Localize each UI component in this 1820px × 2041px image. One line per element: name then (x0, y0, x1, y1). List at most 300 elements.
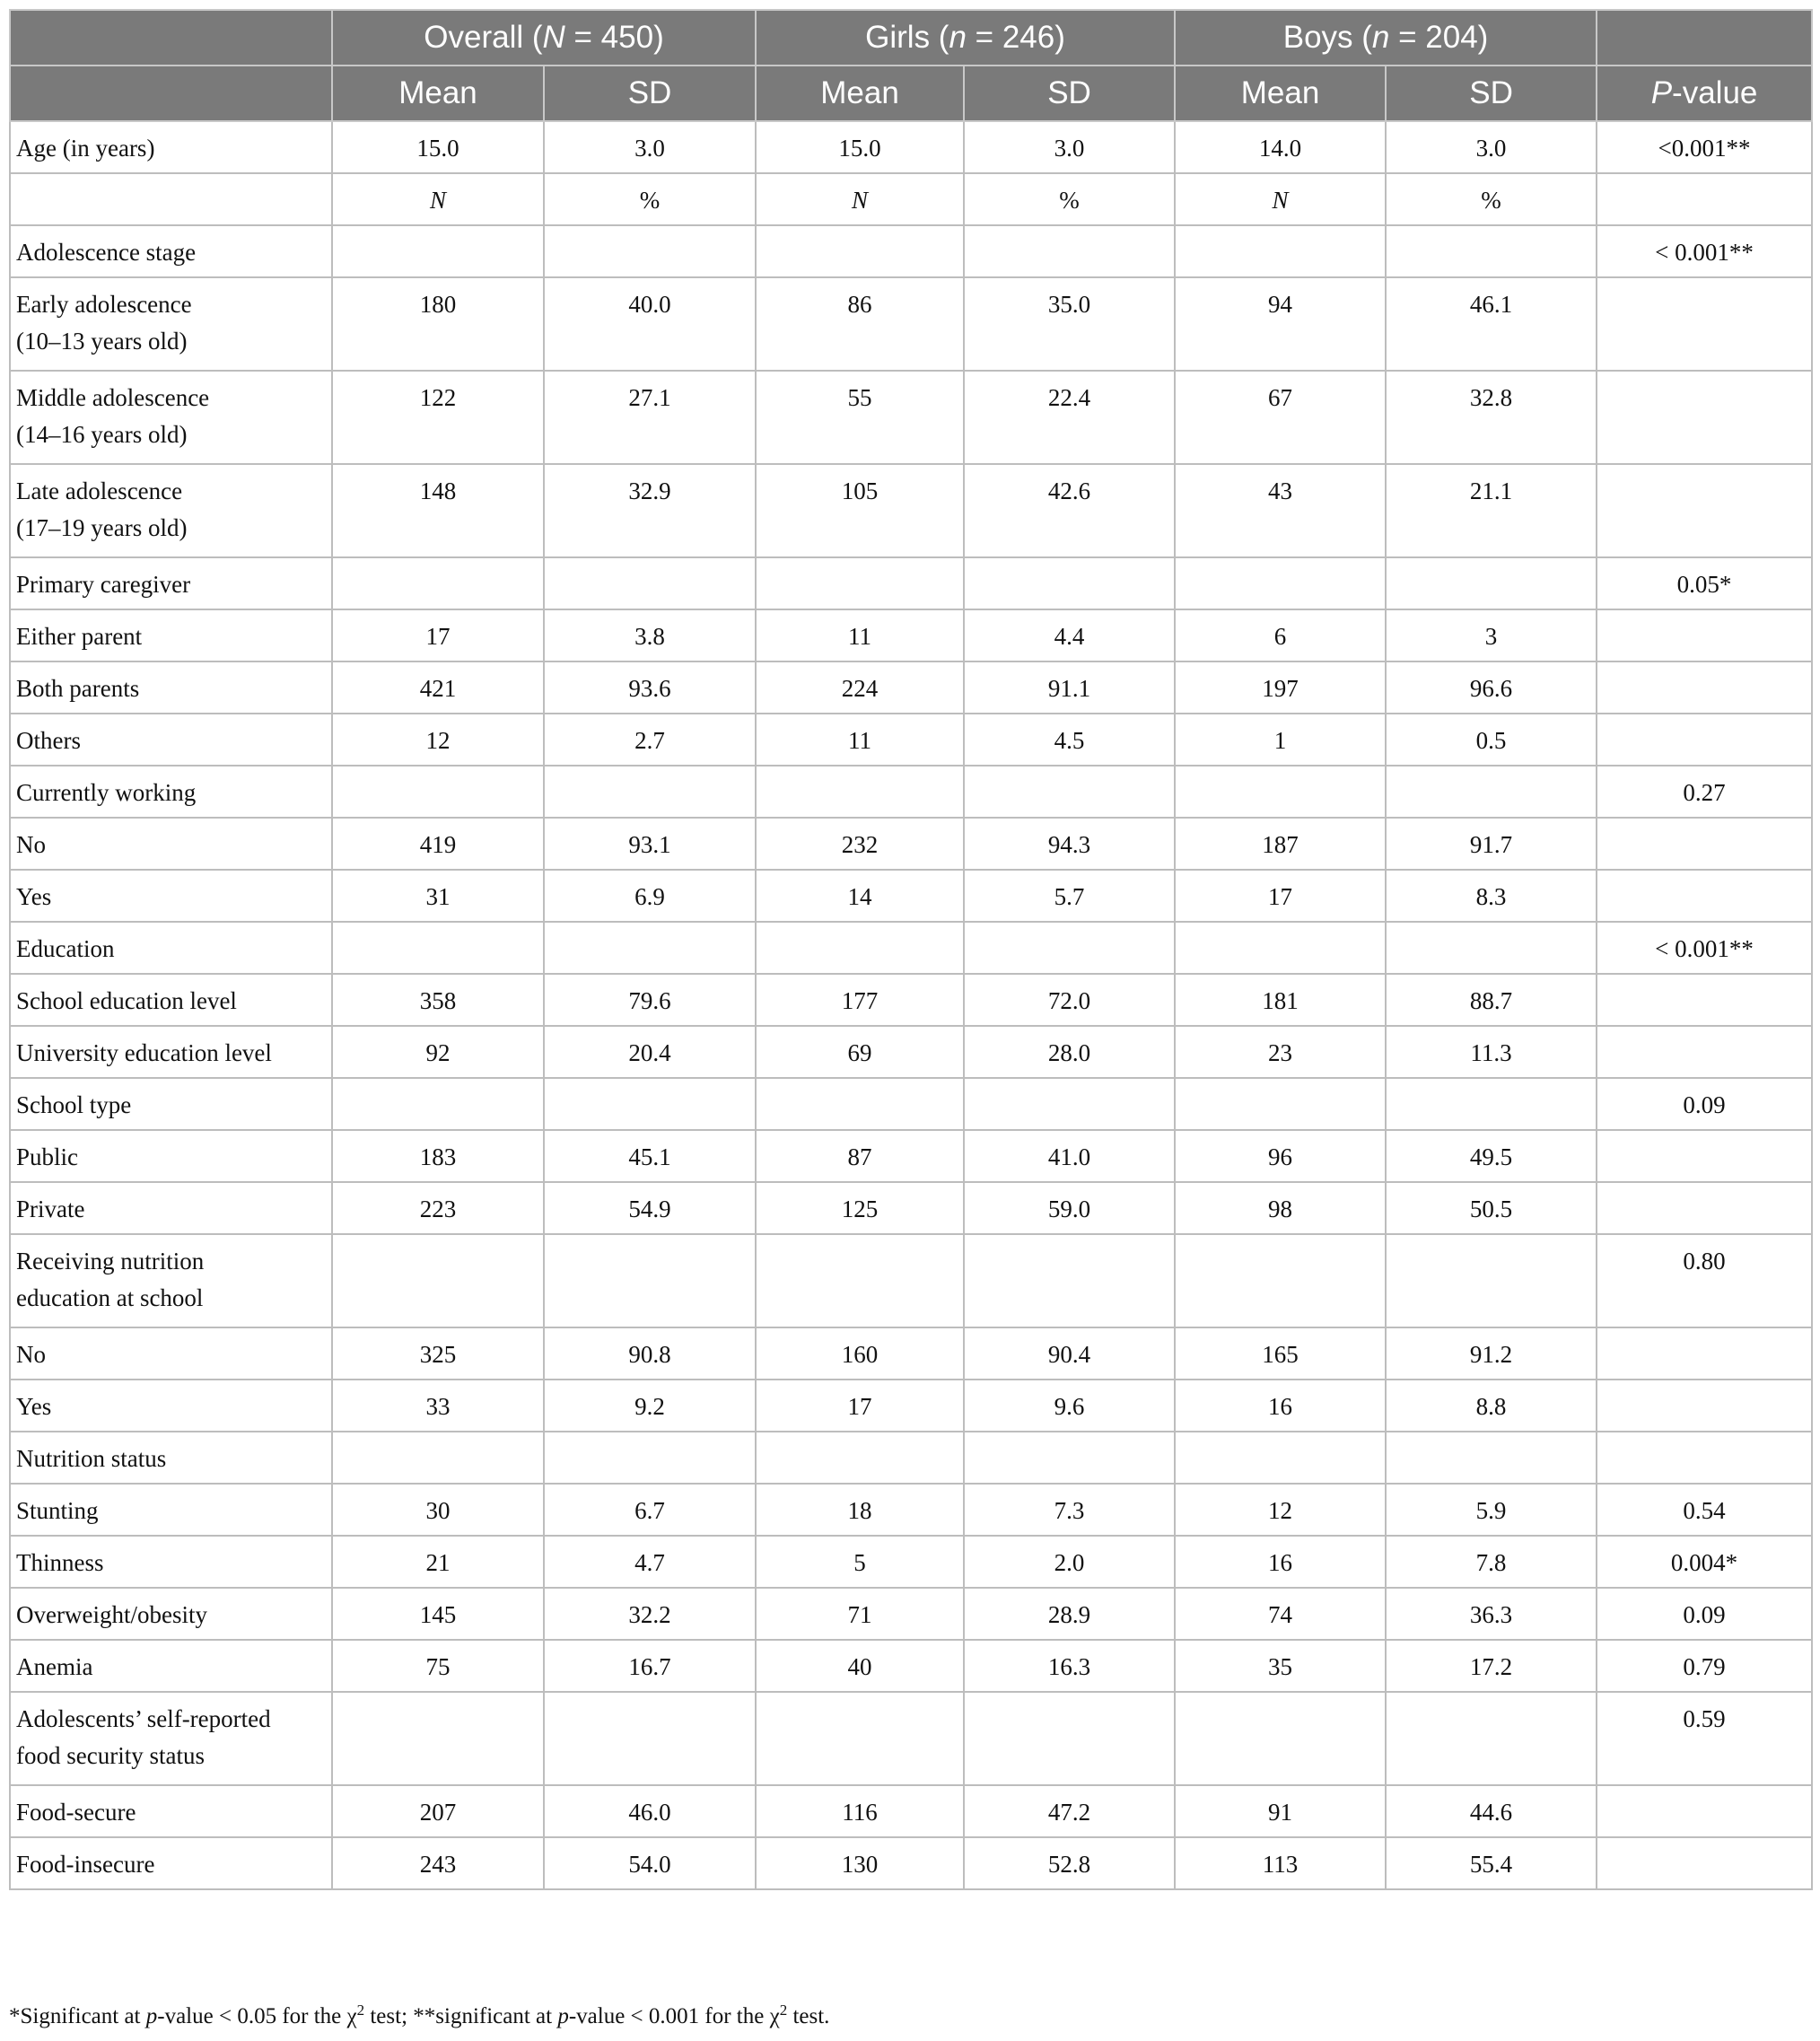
cell-boys-n: 23 (1175, 1026, 1386, 1078)
cell-girls-pct: 94.3 (964, 818, 1175, 870)
header-row-groups (10, 10, 1812, 66)
cell-boys-n: 6 (1175, 609, 1386, 661)
subheader-boys-mean: Mean (1175, 66, 1386, 121)
cell-overall-pct: 3.0 (544, 121, 756, 173)
table-row (10, 609, 1812, 661)
cell-overall-pct (544, 1432, 756, 1484)
cell-boys-pct: 8.8 (1386, 1380, 1597, 1432)
cell-overall-pct: 46.0 (544, 1785, 756, 1837)
header-blank-label (10, 66, 332, 121)
demographics-table (9, 9, 1813, 1890)
row-label-line: No (16, 1341, 46, 1368)
cell-boys-pct: 91.2 (1386, 1327, 1597, 1380)
table-row (10, 818, 1812, 870)
cell-boys-n (1175, 225, 1386, 277)
cell-overall-pct: 93.1 (544, 818, 756, 870)
cell-girls-pct: 41.0 (964, 1130, 1175, 1182)
cell-overall-n (332, 225, 544, 277)
row-label (10, 371, 332, 464)
row-label (10, 1484, 332, 1536)
cell-overall-n: 243 (332, 1837, 544, 1889)
cell-pvalue: < 0.001** (1597, 225, 1812, 277)
row-label (10, 1692, 332, 1785)
cell-pvalue (1597, 1785, 1812, 1837)
cell-boys-pct: 96.6 (1386, 661, 1597, 714)
cell-pvalue (1597, 870, 1812, 922)
cell-overall-n (332, 766, 544, 818)
cell-girls-n (756, 1432, 964, 1484)
cell-overall-pct: 45.1 (544, 1130, 756, 1182)
cell-girls-pct: 4.5 (964, 714, 1175, 766)
cell-overall-pct: 16.7 (544, 1640, 756, 1692)
row-label-line: Thinness (16, 1549, 104, 1576)
cell-overall-pct: 90.8 (544, 1327, 756, 1380)
cell-overall-n: N (332, 173, 544, 225)
table-row (10, 1785, 1812, 1837)
cell-overall-n: 12 (332, 714, 544, 766)
table-row (10, 1692, 1812, 1785)
cell-overall-pct (544, 1078, 756, 1130)
cell-girls-pct: 16.3 (964, 1640, 1175, 1692)
cell-pvalue: 0.05* (1597, 557, 1812, 609)
group-suffix: = 450) (564, 20, 664, 55)
cell-pvalue (1597, 1837, 1812, 1889)
cell-boys-n: 165 (1175, 1327, 1386, 1380)
cell-overall-pct: 27.1 (544, 371, 756, 464)
table-row (10, 371, 1812, 464)
table-row (10, 1026, 1812, 1078)
cell-pvalue (1597, 371, 1812, 464)
table-header (10, 10, 1812, 121)
cell-boys-pct: 11.3 (1386, 1026, 1597, 1078)
cell-girls-n (756, 922, 964, 974)
row-label (10, 766, 332, 818)
row-label-line: Public (16, 1143, 79, 1170)
cell-boys-n: 197 (1175, 661, 1386, 714)
row-label (10, 1182, 332, 1234)
row-label (10, 1130, 332, 1182)
cell-overall-pct (544, 225, 756, 277)
cell-overall-n (332, 922, 544, 974)
cell-overall-n: 183 (332, 1130, 544, 1182)
row-label (10, 1588, 332, 1640)
cell-girls-pct: 7.3 (964, 1484, 1175, 1536)
cell-girls-pct: 28.0 (964, 1026, 1175, 1078)
row-label-line: Either parent (16, 623, 143, 650)
cell-overall-n: 358 (332, 974, 544, 1026)
cell-overall-pct: 6.7 (544, 1484, 756, 1536)
cell-boys-pct (1386, 1692, 1597, 1785)
row-label (10, 121, 332, 173)
cell-boys-pct: 49.5 (1386, 1130, 1597, 1182)
cell-pvalue (1597, 464, 1812, 557)
header-group-overall (332, 10, 756, 66)
cell-girls-pct: % (964, 173, 1175, 225)
cell-boys-pct: 7.8 (1386, 1536, 1597, 1588)
subheader-pvalue (1597, 66, 1812, 121)
cell-girls-pct (964, 1432, 1175, 1484)
row-label (10, 974, 332, 1026)
row-label (10, 1432, 332, 1484)
cell-girls-pct (964, 225, 1175, 277)
cell-boys-n: 35 (1175, 1640, 1386, 1692)
group-prefix: Girls ( (865, 20, 949, 55)
table-row (10, 1327, 1812, 1380)
cell-girls-n: 125 (756, 1182, 964, 1234)
cell-girls-n (756, 225, 964, 277)
table-row (10, 557, 1812, 609)
header-row-subheaders (10, 66, 1812, 121)
row-label (10, 609, 332, 661)
cell-girls-pct (964, 922, 1175, 974)
cell-boys-n: 17 (1175, 870, 1386, 922)
footnote-part: test. (787, 2004, 830, 2028)
table-row (10, 870, 1812, 922)
row-label (10, 557, 332, 609)
cell-overall-pct (544, 557, 756, 609)
cell-girls-n: 105 (756, 464, 964, 557)
cell-boys-n: 98 (1175, 1182, 1386, 1234)
cell-girls-n: N (756, 173, 964, 225)
cell-girls-n: 15.0 (756, 121, 964, 173)
footnote-part: -value < 0.05 for the χ (157, 2004, 357, 2028)
cell-girls-pct: 35.0 (964, 277, 1175, 371)
table-row (10, 1380, 1812, 1432)
cell-girls-n (756, 766, 964, 818)
subheader-girls-sd: SD (964, 66, 1175, 121)
cell-overall-n (332, 1692, 544, 1785)
cell-pvalue: 0.59 (1597, 1692, 1812, 1785)
row-label-line: Others (16, 727, 81, 754)
cell-boys-pct (1386, 557, 1597, 609)
cell-girls-pct: 22.4 (964, 371, 1175, 464)
header-blank-pvalue-top (1597, 10, 1812, 66)
cell-girls-n: 14 (756, 870, 964, 922)
cell-girls-n: 18 (756, 1484, 964, 1536)
cell-girls-n: 40 (756, 1640, 964, 1692)
row-label-line: Education (16, 935, 115, 962)
table-row (10, 974, 1812, 1026)
cell-overall-pct: 2.7 (544, 714, 756, 766)
cell-girls-pct: 91.1 (964, 661, 1175, 714)
cell-boys-n: 181 (1175, 974, 1386, 1026)
cell-overall-n: 33 (332, 1380, 544, 1432)
cell-boys-pct: 55.4 (1386, 1837, 1597, 1889)
cell-girls-n: 71 (756, 1588, 964, 1640)
cell-boys-pct: 46.1 (1386, 277, 1597, 371)
cell-overall-pct: 93.6 (544, 661, 756, 714)
cell-girls-n: 11 (756, 714, 964, 766)
row-label-line: University education level (16, 1039, 272, 1066)
row-label (10, 922, 332, 974)
subheader-girls-mean: Mean (756, 66, 964, 121)
row-label-line: Age (in years) (16, 135, 155, 162)
cell-girls-pct: 52.8 (964, 1837, 1175, 1889)
row-label (10, 1837, 332, 1889)
footnote-part: 2 (779, 2002, 788, 2019)
table-row (10, 464, 1812, 557)
table-row (10, 1234, 1812, 1327)
header-blank-corner (10, 10, 332, 66)
cell-pvalue: <0.001** (1597, 121, 1812, 173)
table-body (10, 121, 1812, 1889)
table-row (10, 1432, 1812, 1484)
cell-girls-pct: 9.6 (964, 1380, 1175, 1432)
cell-boys-pct: 8.3 (1386, 870, 1597, 922)
cell-girls-n: 69 (756, 1026, 964, 1078)
cell-girls-pct: 42.6 (964, 464, 1175, 557)
table-row (10, 121, 1812, 173)
cell-pvalue: 0.09 (1597, 1078, 1812, 1130)
demographics-table-container (9, 9, 1811, 1890)
cell-overall-pct: 54.9 (544, 1182, 756, 1234)
cell-boys-n: 94 (1175, 277, 1386, 371)
row-label-line: Anemia (16, 1653, 93, 1680)
footnote-part: *Significant at (9, 2004, 146, 2028)
row-label-line: Currently working (16, 779, 197, 806)
row-label-line: Adolescence stage (16, 239, 197, 266)
cell-pvalue (1597, 1182, 1812, 1234)
cell-overall-pct: 54.0 (544, 1837, 756, 1889)
row-label-line: Early adolescence (16, 291, 192, 318)
cell-boys-pct (1386, 1078, 1597, 1130)
cell-girls-n: 177 (756, 974, 964, 1026)
cell-pvalue (1597, 1432, 1812, 1484)
cell-girls-n: 130 (756, 1837, 964, 1889)
table-row (10, 1837, 1812, 1889)
cell-overall-pct: 9.2 (544, 1380, 756, 1432)
cell-overall-n: 15.0 (332, 121, 544, 173)
cell-overall-pct: 40.0 (544, 277, 756, 371)
cell-pvalue (1597, 818, 1812, 870)
cell-overall-n: 207 (332, 1785, 544, 1837)
cell-overall-n: 30 (332, 1484, 544, 1536)
row-label (10, 1380, 332, 1432)
cell-girls-n: 116 (756, 1785, 964, 1837)
row-label-line: School education level (16, 987, 237, 1014)
cell-boys-n: 43 (1175, 464, 1386, 557)
cell-boys-pct: % (1386, 173, 1597, 225)
group-suffix: = 246) (966, 20, 1065, 55)
cell-girls-pct: 59.0 (964, 1182, 1175, 1234)
group-var: n (949, 20, 967, 55)
row-label-line: Primary caregiver (16, 571, 191, 598)
cell-overall-pct (544, 1692, 756, 1785)
cell-girls-n (756, 1692, 964, 1785)
cell-overall-pct: 3.8 (544, 609, 756, 661)
cell-pvalue: 0.004* (1597, 1536, 1812, 1588)
row-label-line: No (16, 831, 46, 858)
cell-boys-pct: 17.2 (1386, 1640, 1597, 1692)
cell-girls-pct: 4.4 (964, 609, 1175, 661)
cell-overall-pct: 4.7 (544, 1536, 756, 1588)
cell-pvalue: 0.79 (1597, 1640, 1812, 1692)
row-label (10, 1078, 332, 1130)
cell-boys-n: 1 (1175, 714, 1386, 766)
cell-overall-n: 145 (332, 1588, 544, 1640)
cell-pvalue (1597, 714, 1812, 766)
cell-overall-n: 75 (332, 1640, 544, 1692)
group-prefix: Boys ( (1282, 20, 1372, 55)
cell-boys-n: 67 (1175, 371, 1386, 464)
table-row (10, 1536, 1812, 1588)
cell-boys-n: 113 (1175, 1837, 1386, 1889)
cell-pvalue: 0.80 (1597, 1234, 1812, 1327)
row-label-line: Food-insecure (16, 1851, 155, 1878)
cell-girls-pct (964, 1234, 1175, 1327)
cell-overall-pct (544, 1234, 756, 1327)
table-row (10, 1588, 1812, 1640)
row-label-line: education at school (16, 1284, 204, 1311)
cell-girls-n: 224 (756, 661, 964, 714)
cell-girls-pct: 72.0 (964, 974, 1175, 1026)
cell-boys-pct: 50.5 (1386, 1182, 1597, 1234)
footnote-part: -value < 0.001 for the χ (568, 2004, 780, 2028)
row-label-line: Receiving nutrition (16, 1248, 205, 1275)
cell-pvalue (1597, 661, 1812, 714)
row-label-line: (17–19 years old) (16, 514, 188, 541)
cell-pvalue (1597, 1380, 1812, 1432)
cell-overall-n: 148 (332, 464, 544, 557)
cell-overall-n: 419 (332, 818, 544, 870)
row-label-line: Yes (16, 883, 52, 910)
cell-girls-n: 11 (756, 609, 964, 661)
cell-overall-n: 325 (332, 1327, 544, 1380)
header-group-boys (1175, 10, 1597, 66)
cell-pvalue (1597, 277, 1812, 371)
group-var: n (1371, 20, 1390, 55)
row-label (10, 1785, 332, 1837)
cell-boys-n (1175, 1234, 1386, 1327)
cell-boys-pct: 36.3 (1386, 1588, 1597, 1640)
header-group-girls (756, 10, 1175, 66)
table-row (10, 661, 1812, 714)
cell-overall-pct: 79.6 (544, 974, 756, 1026)
group-var: N (542, 20, 565, 55)
cell-girls-n: 232 (756, 818, 964, 870)
cell-overall-n: 223 (332, 1182, 544, 1234)
cell-boys-pct (1386, 1432, 1597, 1484)
row-label (10, 1026, 332, 1078)
cell-boys-n: 14.0 (1175, 121, 1386, 173)
cell-overall-n: 92 (332, 1026, 544, 1078)
cell-boys-pct: 32.8 (1386, 371, 1597, 464)
cell-overall-n: 421 (332, 661, 544, 714)
cell-girls-n: 87 (756, 1130, 964, 1182)
row-label-line: Nutrition status (16, 1445, 167, 1472)
row-label (10, 661, 332, 714)
subheader-overall-mean: Mean (332, 66, 544, 121)
cell-overall-n: 31 (332, 870, 544, 922)
cell-girls-n: 160 (756, 1327, 964, 1380)
cell-overall-n (332, 1234, 544, 1327)
row-label (10, 464, 332, 557)
cell-overall-n: 21 (332, 1536, 544, 1588)
cell-boys-n (1175, 557, 1386, 609)
cell-boys-n: 12 (1175, 1484, 1386, 1536)
cell-boys-n: 74 (1175, 1588, 1386, 1640)
cell-boys-n (1175, 1078, 1386, 1130)
cell-boys-pct (1386, 1234, 1597, 1327)
cell-overall-pct: 20.4 (544, 1026, 756, 1078)
row-label-line: Middle adolescence (16, 384, 210, 411)
footnote-part: test; **significant at (364, 2004, 558, 2028)
row-label-line: (14–16 years old) (16, 421, 188, 448)
cell-boys-pct (1386, 922, 1597, 974)
row-label-line: food security status (16, 1742, 205, 1769)
table-row (10, 1182, 1812, 1234)
cell-overall-pct (544, 922, 756, 974)
cell-girls-pct (964, 557, 1175, 609)
footnote-part: p (557, 2004, 569, 2028)
subheader-overall-sd: SD (544, 66, 756, 121)
pvalue-suffix: -value (1672, 75, 1758, 110)
cell-girls-pct: 90.4 (964, 1327, 1175, 1380)
cell-overall-n (332, 1078, 544, 1130)
cell-boys-n: 16 (1175, 1380, 1386, 1432)
row-label (10, 1640, 332, 1692)
table-row (10, 1130, 1812, 1182)
cell-boys-pct: 88.7 (1386, 974, 1597, 1026)
table-row (10, 173, 1812, 225)
cell-pvalue: 0.27 (1597, 766, 1812, 818)
row-label-line: Food-secure (16, 1799, 136, 1826)
cell-girls-pct: 5.7 (964, 870, 1175, 922)
table-row (10, 1640, 1812, 1692)
row-label-line: Stunting (16, 1497, 99, 1524)
cell-girls-pct (964, 1692, 1175, 1785)
table-row (10, 1078, 1812, 1130)
cell-overall-n (332, 1432, 544, 1484)
cell-overall-pct: % (544, 173, 756, 225)
cell-pvalue: 0.54 (1597, 1484, 1812, 1536)
cell-overall-n: 17 (332, 609, 544, 661)
row-label-line: School type (16, 1091, 132, 1118)
cell-boys-pct: 0.5 (1386, 714, 1597, 766)
cell-pvalue (1597, 1130, 1812, 1182)
cell-boys-pct: 44.6 (1386, 1785, 1597, 1837)
row-label-line: Overweight/obesity (16, 1601, 207, 1628)
cell-pvalue (1597, 1026, 1812, 1078)
cell-girls-n: 55 (756, 371, 964, 464)
table-row (10, 714, 1812, 766)
cell-boys-n: 187 (1175, 818, 1386, 870)
row-label-line: (10–13 years old) (16, 328, 188, 355)
table-row (10, 1484, 1812, 1536)
cell-pvalue: < 0.001** (1597, 922, 1812, 974)
cell-boys-pct: 5.9 (1386, 1484, 1597, 1536)
cell-boys-pct: 3 (1386, 609, 1597, 661)
cell-girls-n (756, 557, 964, 609)
cell-pvalue (1597, 173, 1812, 225)
cell-pvalue (1597, 609, 1812, 661)
cell-overall-n (332, 557, 544, 609)
cell-overall-pct: 32.9 (544, 464, 756, 557)
row-label (10, 173, 332, 225)
cell-boys-pct: 91.7 (1386, 818, 1597, 870)
cell-girls-n: 5 (756, 1536, 964, 1588)
row-label-line: Yes (16, 1393, 52, 1420)
table-row (10, 277, 1812, 371)
cell-girls-n: 17 (756, 1380, 964, 1432)
table-footnote (9, 2003, 829, 2030)
cell-girls-pct (964, 1078, 1175, 1130)
cell-boys-pct (1386, 766, 1597, 818)
cell-pvalue: 0.09 (1597, 1588, 1812, 1640)
row-label-line: Adolescents’ self-reported (16, 1705, 271, 1732)
cell-girls-n (756, 1078, 964, 1130)
cell-overall-pct: 32.2 (544, 1588, 756, 1640)
